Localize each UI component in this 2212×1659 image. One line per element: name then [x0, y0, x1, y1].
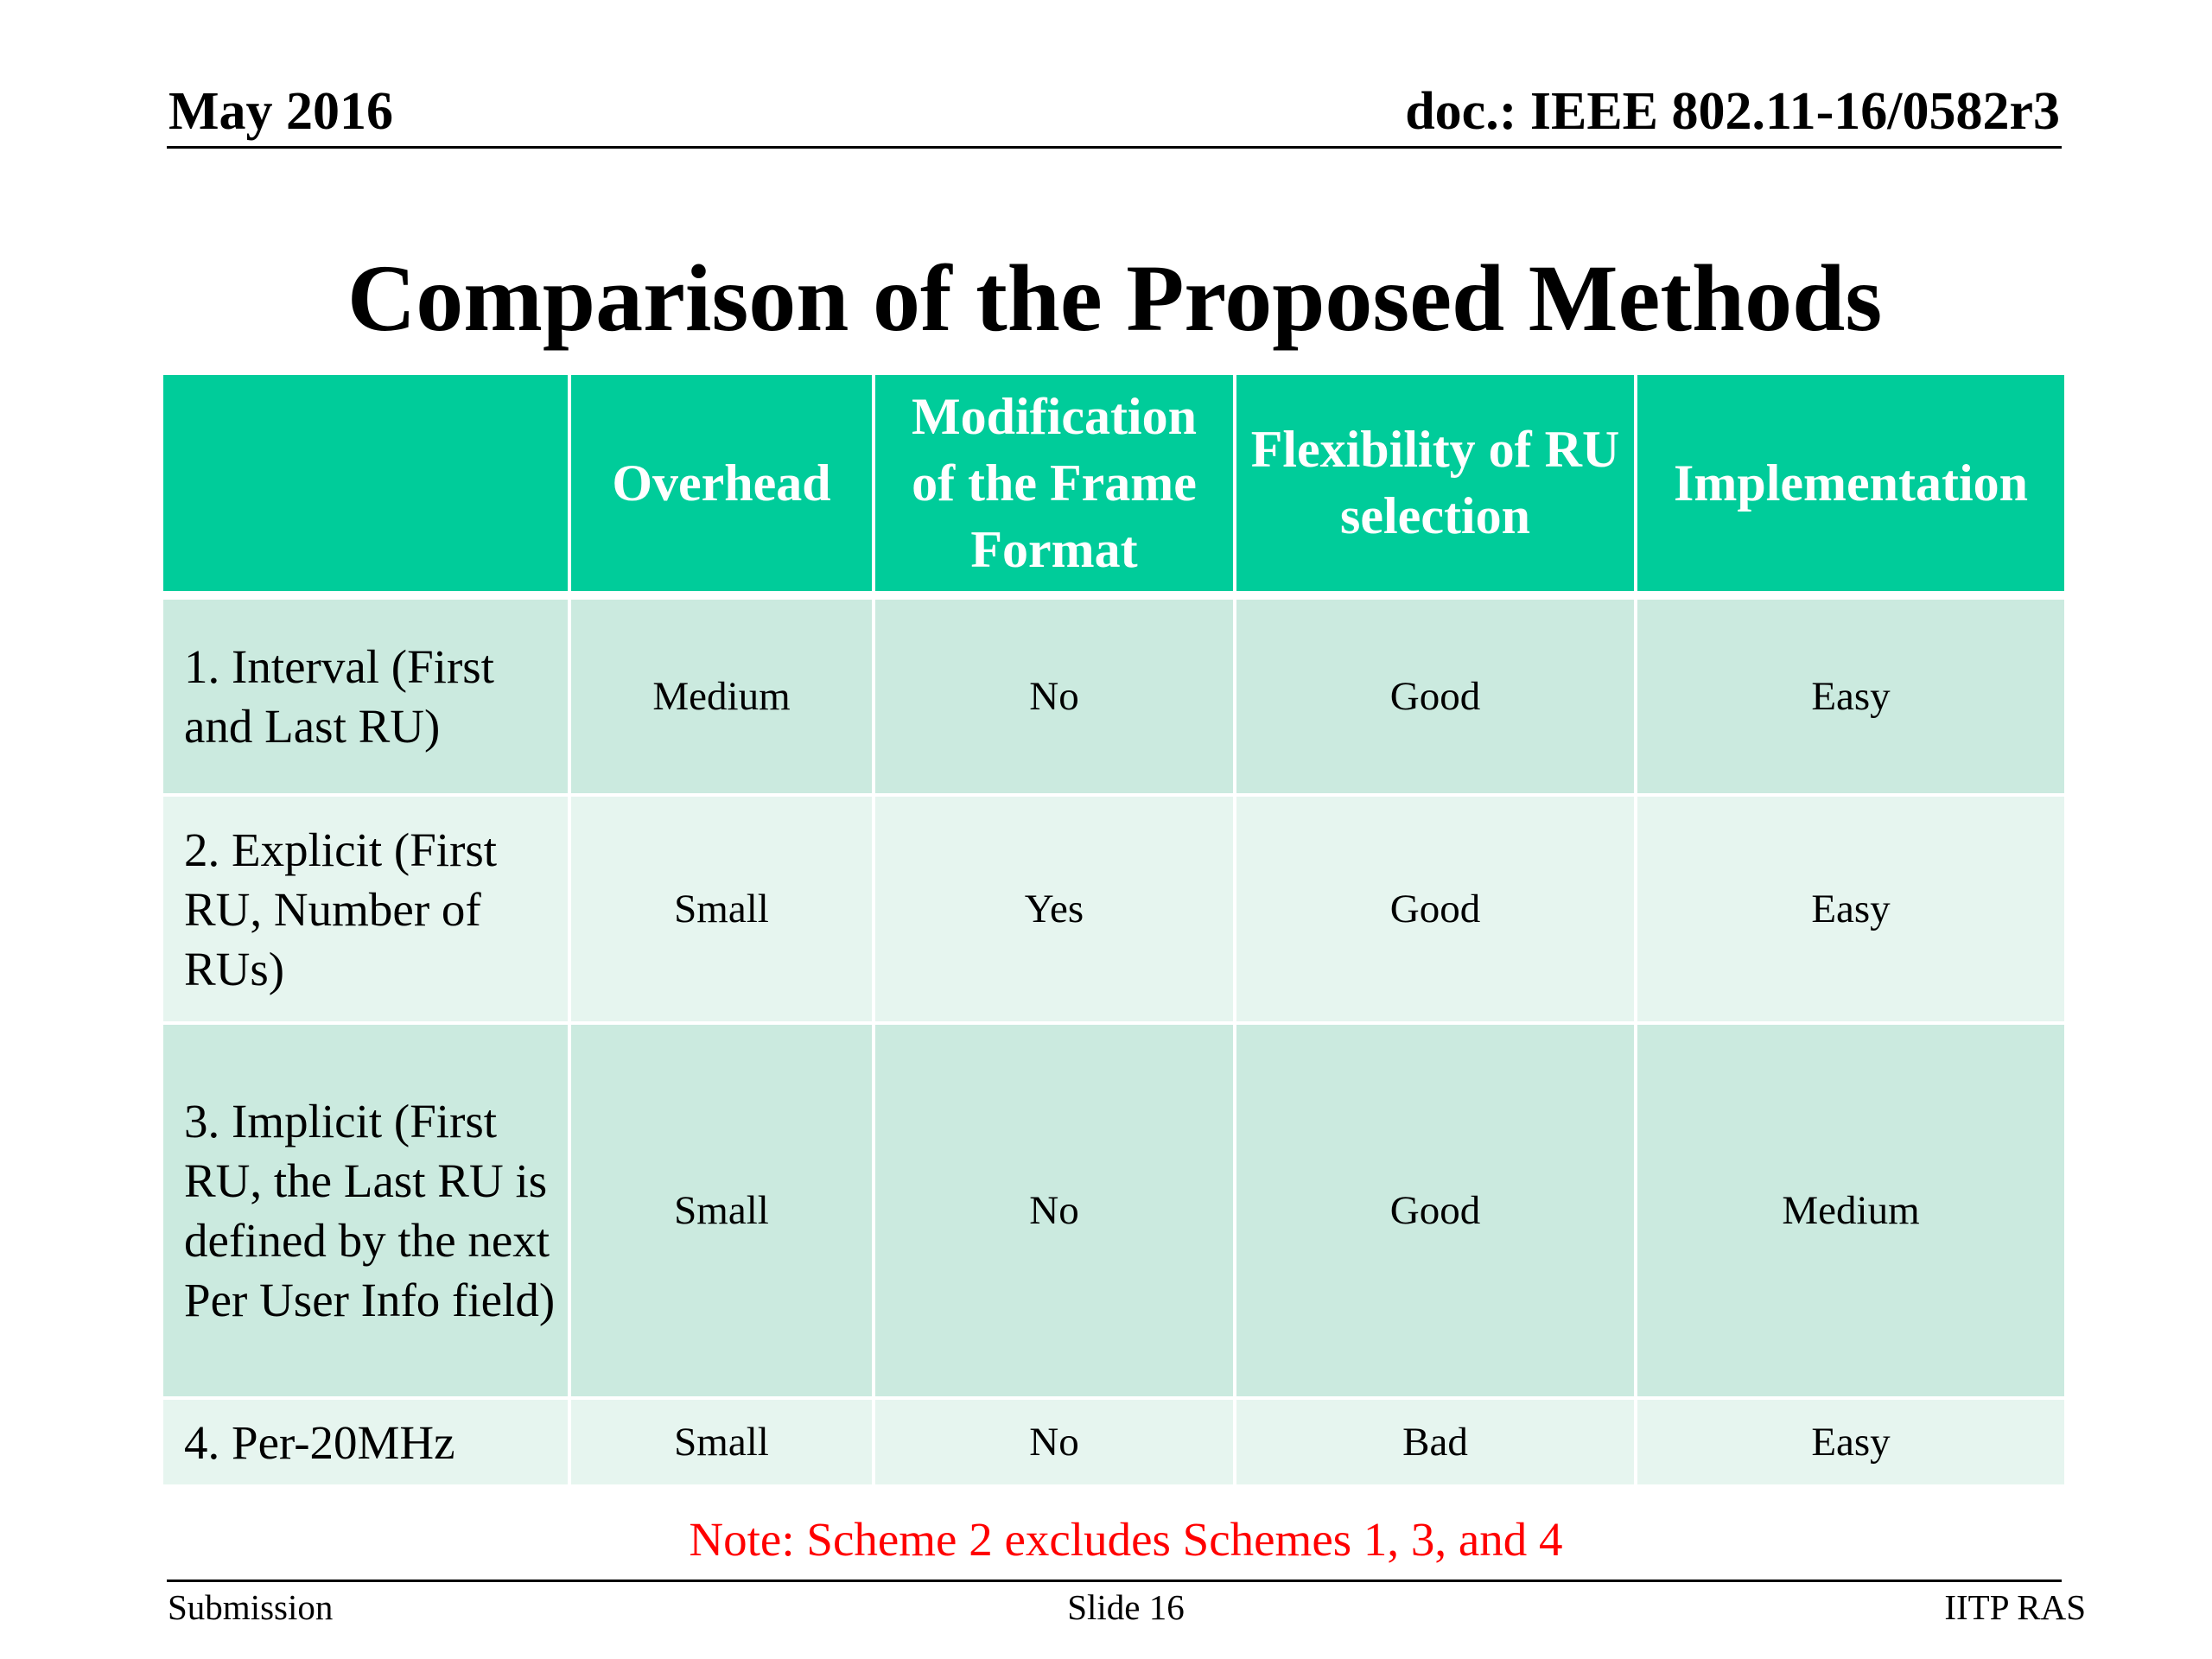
header-doc-id: doc.: IEEE 802.11-16/0582r3: [1405, 82, 2060, 141]
cell-overhead: Medium: [569, 595, 874, 795]
cell-modification: No: [874, 595, 1235, 795]
cell-modification: No: [874, 1398, 1235, 1486]
cell-method: 3. Implicit (First RU, the Last RU is defined by the next Per User Info field): [162, 1023, 569, 1398]
cell-overhead: Small: [569, 1023, 874, 1398]
cell-overhead: Small: [569, 795, 874, 1023]
cell-method: 4. Per-20MHz: [162, 1398, 569, 1486]
table-row: [162, 595, 2066, 795]
header-cell-implementation: Implementation: [1636, 373, 2066, 595]
table-row: [162, 795, 2066, 1023]
cell-implementation: Easy: [1636, 1398, 2066, 1486]
cell-flexibility: Bad: [1235, 1398, 1636, 1486]
header-cell-method: [162, 373, 569, 595]
footer-submission: Submission: [168, 1587, 334, 1627]
cell-modification: No: [874, 1023, 1235, 1398]
footer-organization: IITP RAS: [1944, 1587, 2086, 1627]
cell-method: 2. Explicit (First RU, Number of RUs): [162, 795, 569, 1023]
cell-flexibility: Good: [1235, 1023, 1636, 1398]
cell-flexibility: Good: [1235, 795, 1636, 1023]
scheme-note: Note: Scheme 2 excludes Schemes 1, 3, and 4: [689, 1513, 1563, 1566]
cell-modification: Yes: [874, 795, 1235, 1023]
header-cell-modification: Modification of the Frame Format: [874, 373, 1235, 595]
footer-slide-number: Slide 16: [1067, 1587, 1185, 1627]
header-cell-overhead: Overhead: [569, 373, 874, 595]
table-row: [162, 1398, 2066, 1486]
cell-flexibility: Good: [1235, 595, 1636, 795]
cell-method: 1. Interval (First and Last RU): [162, 595, 569, 795]
cell-implementation: Easy: [1636, 795, 2066, 1023]
header-cell-flexibility: Flexibility of RU selection: [1235, 373, 1636, 595]
comparison-table: [160, 372, 2068, 1488]
footer-divider: [167, 1580, 2062, 1582]
header-date: May 2016: [168, 82, 394, 141]
table-header-row: [162, 373, 2066, 595]
slide-title: Comparison of the Proposed Methods: [346, 245, 1883, 351]
table-row: [162, 1023, 2066, 1398]
cell-overhead: Small: [569, 1398, 874, 1486]
cell-implementation: Medium: [1636, 1023, 2066, 1398]
cell-implementation: Easy: [1636, 595, 2066, 795]
header-divider: [167, 146, 2062, 149]
